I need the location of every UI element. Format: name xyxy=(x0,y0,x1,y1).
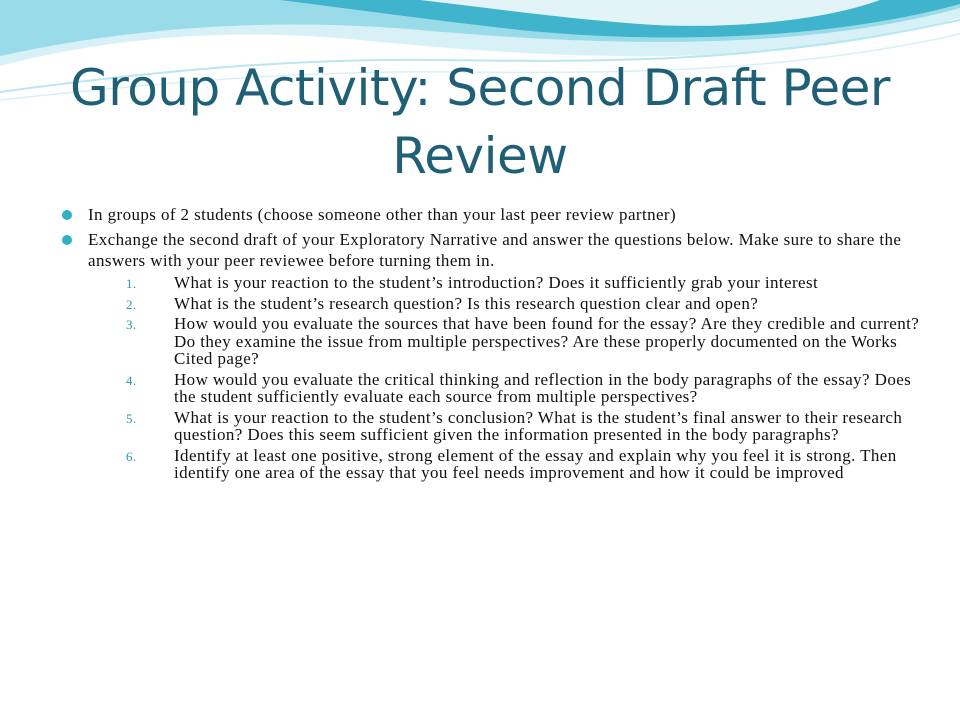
question-item xyxy=(88,409,920,444)
question-item xyxy=(88,295,920,313)
bullet-item xyxy=(60,204,920,225)
bullet-text: In groups of 2 students (choose someone other than your last peer review partner) xyxy=(88,205,677,224)
question-number: 1. xyxy=(126,276,137,291)
question-item xyxy=(88,315,920,368)
question-text: Identify at least one positive, strong element of the essay and explain why you feel it is strong. Then identify one area of the essay that you feel needs improvement and how it could be improved xyxy=(174,445,897,482)
question-number: 3. xyxy=(126,317,137,332)
question-text: What is your reaction to the student’s conclusion? What is the student’s final answer to their research question? Does this seem sufficient given the information presented in the body paragraphs? xyxy=(174,407,903,444)
bullet-item xyxy=(60,229,920,482)
question-item xyxy=(88,371,920,406)
question-number: 4. xyxy=(126,372,137,388)
bullet-dot-icon xyxy=(62,235,72,245)
question-item xyxy=(88,447,920,482)
question-item xyxy=(88,274,920,292)
question-text: How would you evaluate the sources that have been found for the essay? Are they credible and current? Do they examine the issue from multiple perspectives? Are these properly documented on the Works Cited page? xyxy=(174,314,920,368)
bullet-list xyxy=(60,204,920,482)
bullet-dot-icon xyxy=(62,210,72,220)
question-text: What is the student’s research question? Is this research question clear and open? xyxy=(174,293,759,313)
question-list xyxy=(88,274,920,482)
question-number: 2. xyxy=(126,296,137,312)
bullet-text: Exchange the second draft of your Exploratory Narrative and answer the questions below. Make sure to share the answers with your peer reviewee before turning them in. xyxy=(88,230,902,270)
question-text: What is your reaction to the student’s introduction? Does it sufficiently grab your interest xyxy=(174,273,819,292)
slide-content xyxy=(60,204,920,486)
question-text: How would you evaluate the critical thinking and reflection in the body paragraphs of the essay? Does the student sufficiently evaluate each source from multiple perspectives? xyxy=(174,369,912,406)
slide-title: Group Activity: Second Draft Peer Review xyxy=(70,59,890,185)
question-number: 5. xyxy=(126,410,137,426)
question-number: 6. xyxy=(126,448,137,464)
